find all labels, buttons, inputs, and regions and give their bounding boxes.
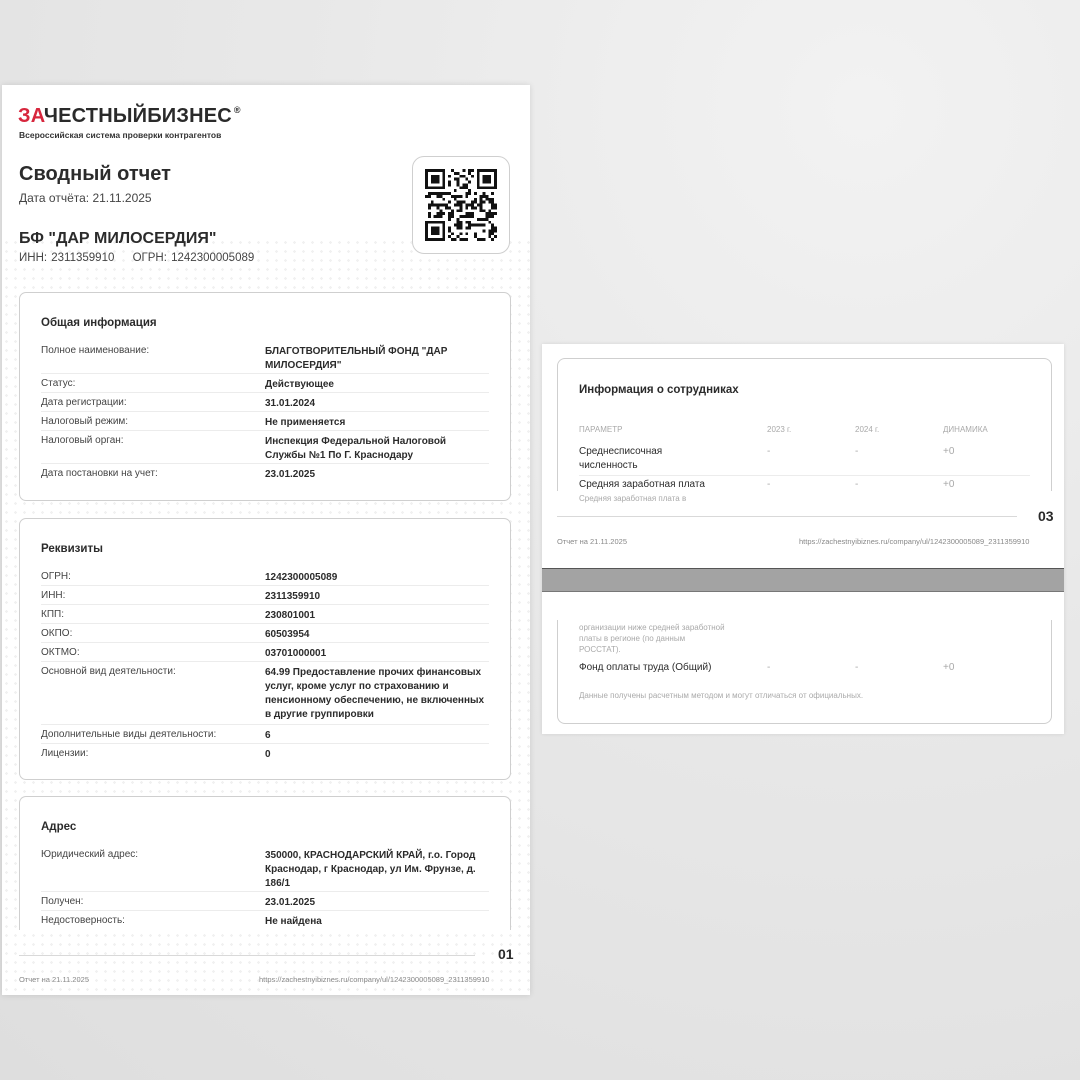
row-value: 60503954 (265, 629, 310, 640)
footer-url[interactable]: https://zachestnyibiznes.ru/company/ul/1242300005089_2311359910 (259, 975, 490, 984)
row-value: Инспекция Федеральной Налоговой Службы №1 По Г. Краснодару (265, 436, 447, 461)
addr-row-legal (41, 849, 489, 892)
general-row-taxorgan (41, 435, 489, 464)
company-ids (19, 252, 254, 264)
row-label: Основной вид деятельности: (41, 666, 176, 677)
row-label: Лицензии: (41, 748, 89, 759)
row-value: Не применяется (265, 417, 346, 428)
row-label: Налоговый орган: (41, 435, 124, 446)
col-header-dynamics: ДИНАМИКА (943, 425, 988, 434)
general-row-regaccount (41, 468, 489, 482)
row-label: ОКПО: (41, 628, 73, 639)
row-value: 6 (265, 730, 271, 741)
row-value: Не найдена (265, 916, 322, 927)
employees-card-bottom (557, 620, 1052, 724)
footer-url[interactable]: https://zachestnyibiznes.ru/company/ul/1242300005089_2311359910 (799, 537, 1030, 546)
address-card (19, 796, 511, 930)
value-dynamics: +0 (943, 479, 955, 490)
page-number: 03 (1038, 508, 1054, 524)
row-value: БЛАГОТВОРИТЕЛЬНЫЙ ФОНД "ДАР МИЛОСЕРДИЯ" (265, 346, 448, 371)
value-2023: - (767, 479, 771, 490)
general-info-title: Общая информация (41, 317, 157, 329)
value-2023: - (767, 446, 771, 457)
page-number: 01 (498, 946, 514, 962)
qr-code-icon (412, 156, 510, 254)
row-label: Дата регистрации: (41, 397, 127, 408)
req-row-oktmo (41, 647, 489, 662)
req-row-licenses (41, 748, 489, 762)
row-label: ИНН: (41, 590, 66, 601)
row-value: 03701000001 (265, 648, 327, 659)
requisites-card (19, 518, 511, 780)
row-label: ОКТМО: (41, 647, 80, 658)
row-label: Налоговый режим: (41, 416, 129, 427)
report-date: Дата отчёта: 21.11.2025 (19, 191, 152, 205)
general-row-taxmode (41, 416, 489, 431)
general-info-card (19, 292, 511, 501)
col-header-2024: 2024 г. (855, 425, 880, 434)
general-row-status (41, 378, 489, 393)
row-value: 31.01.2024 (265, 398, 316, 409)
company-name: БФ "ДАР МИЛОСЕРДИЯ" (19, 230, 217, 247)
value-2023: - (767, 662, 771, 673)
row-divider (579, 475, 1030, 476)
report-page-3 (542, 344, 1064, 734)
req-row-ogrn (41, 571, 489, 586)
row-value: Действующее (265, 379, 334, 390)
req-row-okpo (41, 628, 489, 643)
row-label: Статус: (41, 378, 76, 389)
row-label: Полное наименование: (41, 345, 150, 356)
row-value: 2311359910 (265, 591, 321, 602)
page-separator (542, 568, 1064, 592)
company-inn: ИНН: 2311359910 (19, 252, 115, 264)
employees-title: Информация о сотрудниках (579, 384, 739, 396)
brand-subtitle: Всероссийская система проверки контрагентов (19, 130, 222, 140)
general-row-fullname (41, 345, 489, 374)
value-2024: - (855, 446, 859, 457)
param-headcount: Среднесписочная численность (579, 446, 663, 471)
avg-salary-note-bottom: организации ниже средней заработной платы в регионе (по данным РОССТАТ). (579, 623, 725, 654)
row-value: 1242300005089 (265, 572, 338, 583)
req-row-main-activity (41, 666, 489, 725)
value-2024: - (855, 479, 859, 490)
req-row-extra-activity (41, 729, 489, 744)
footer-divider (19, 955, 475, 956)
footer-divider (557, 516, 1017, 517)
param-avg-salary: Средняя заработная плата (579, 479, 705, 490)
req-row-kpp (41, 609, 489, 624)
footer-report-date: Отчет на 21.11.2025 (19, 975, 89, 984)
row-value: 23.01.2025 (265, 469, 316, 480)
row-value: 64.99 Предоставление прочих финансовых услуг, кроме услуг по страхованию и пенсионному обеспечению, не включенных в другие группировки (265, 667, 485, 720)
col-header-2023: 2023 г. (767, 425, 792, 434)
addr-row-received (41, 896, 489, 911)
company-ogrn: ОГРН: 1242300005089 (132, 252, 255, 264)
general-row-regdate (41, 397, 489, 412)
row-value: 23.01.2025 (265, 897, 316, 908)
row-value: 350000, КРАСНОДАРСКИЙ КРАЙ, г.о. Город Краснодар, г Краснодар, ул Им. Фрунзе, д. 186/1 (265, 850, 476, 889)
requisites-title: Реквизиты (41, 543, 103, 555)
brand-logo: ЗАЧЕСТНЫЙБИЗНЕС ® (18, 105, 241, 127)
req-row-inn (41, 590, 489, 605)
row-label: Дополнительные виды деятельности: (41, 729, 217, 740)
row-label: ОГРН: (41, 571, 71, 582)
row-label: Недостоверность: (41, 915, 125, 926)
value-2024: - (855, 662, 859, 673)
row-label: Юридический адрес: (41, 849, 139, 860)
calc-disclaimer: Данные получены расчетным методом и могут отличаться от официальных. (579, 691, 864, 700)
value-dynamics: +0 (943, 446, 955, 457)
row-label: Дата постановки на учет: (41, 468, 158, 479)
report-title: Сводный отчет (19, 163, 171, 185)
row-label: Получен: (41, 896, 84, 907)
footer-report-date: Отчет на 21.11.2025 (557, 537, 627, 546)
addr-row-unreliability (41, 915, 489, 929)
row-value: 230801001 (265, 610, 316, 621)
value-dynamics: +0 (943, 662, 955, 673)
report-page-1 (2, 85, 530, 995)
param-payroll: Фонд оплаты труда (Общий) (579, 662, 712, 673)
avg-salary-note-top: Средняя заработная плата в (579, 494, 687, 503)
row-label: КПП: (41, 609, 64, 620)
employees-card-top (557, 358, 1052, 503)
col-header-param: ПАРАМЕТР (579, 425, 623, 434)
address-title: Адрес (41, 821, 77, 833)
row-value: 0 (265, 749, 271, 760)
